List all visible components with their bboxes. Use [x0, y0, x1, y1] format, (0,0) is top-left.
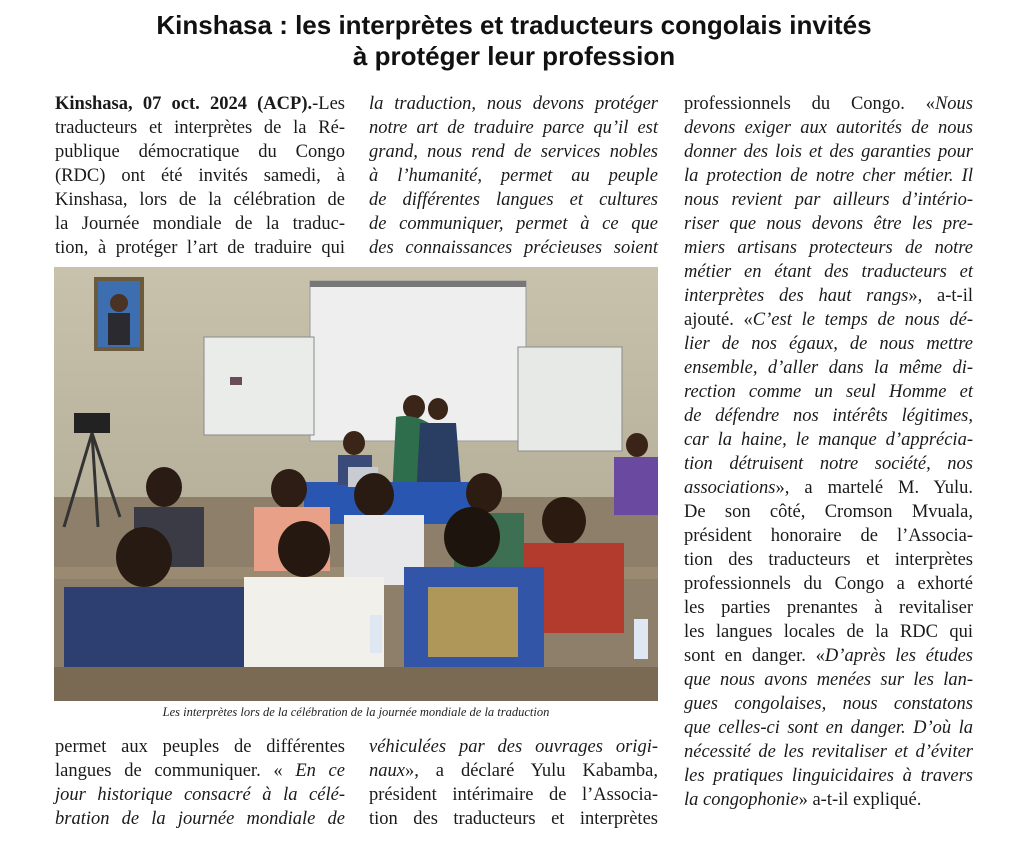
text-line: donner des lois et des garanties pour — [684, 142, 973, 162]
text-line: bration de la journée mondiale de — [55, 809, 345, 829]
text-line: à l’humanité, permet au peuple — [369, 166, 658, 186]
text-line: tion, à protéger l’art de traduire qui — [55, 238, 345, 258]
text-line: associations», a martelé M. Yulu. — [684, 478, 973, 498]
title-line-2: à protéger leur profession — [352, 41, 676, 71]
text-line: miers artisans protecteurs de notre — [684, 238, 973, 258]
text-line: que nous avons menées sur les lan- — [684, 670, 973, 690]
text-line: riser que nous devons être les pre- — [684, 214, 973, 234]
conference-room-photo — [54, 267, 658, 701]
text-line: ajouté. «C’est le temps de nous dé- — [684, 310, 973, 330]
text-line: De son côté, Cromson Mvuala, — [684, 502, 973, 522]
text-line: Kinshasa, lors de la célébration de — [55, 190, 345, 210]
text-line: Kinshasa, 07 oct. 2024 (ACP).-Les — [55, 94, 345, 114]
text-line: sont en danger. «D’après les études — [684, 646, 973, 666]
text-line: car la haine, le manque d’apprécia- — [684, 430, 973, 450]
text-line: la traduction, nous devons protéger — [369, 94, 658, 114]
text-line: nécessité de les revitaliser et d’éviter — [684, 742, 973, 762]
dateline: Kinshasa, 07 oct. 2024 (ACP). — [55, 94, 313, 114]
text-line: président intérimaire de l’Associa- — [369, 785, 658, 805]
text-line: interprètes des haut rangs», a-t-il — [684, 286, 973, 306]
text-line: les pratiques linguicidaires à travers — [684, 766, 973, 786]
text-line: président honoraire de l’Associa- — [684, 526, 973, 546]
text-line: les langues locales de la RDC qui — [684, 622, 973, 642]
text-line: professionnels du Congo. «Nous — [684, 94, 973, 114]
text-line: métier en étant des traducteurs et — [684, 262, 973, 282]
text-line: grand, nous rend de services nobles — [369, 142, 658, 162]
text-line: traducteurs et interprètes de la Ré- — [55, 118, 345, 138]
photo-caption: Les interprètes lors de la célébration de la journée mondiale de la traduction — [162, 705, 550, 719]
text-line: (RDC) ont été invités samedi, à — [55, 166, 345, 186]
article-title — [40, 10, 988, 72]
text-line: permet aux peuples de différentes — [55, 737, 345, 757]
text-line: la Journée mondiale de la traduc- — [55, 214, 345, 234]
text-line: de communiquer, permet à ce que — [369, 214, 658, 234]
text-line: jour historique consacré à la célé- — [55, 785, 345, 805]
title-line-1: Kinshasa : les interprètes et traducteurs congolais invités — [156, 10, 872, 40]
text-line: tion des traducteurs et interprètes — [684, 550, 973, 570]
text-line: ensemble, d’aller dans la même di- — [684, 358, 973, 378]
text-line: la protection de notre cher métier. Il — [684, 166, 973, 186]
text-line: langues de communiquer. « En ce — [55, 761, 345, 781]
text-line: notre art de traduire parce qu’il est — [369, 118, 658, 138]
text-line: les parties prenantes à revitaliser — [684, 598, 973, 618]
text-line: que celles-ci sont en danger. D’où la — [684, 718, 973, 738]
text-line: véhiculées par des ouvrages origi- — [369, 737, 658, 757]
text-line: tion détruisent notre société, nos — [684, 454, 973, 474]
text-line: la congophonie» a-t-il expliqué. — [684, 790, 922, 810]
text-line: rection comme un seul Homme et — [684, 382, 973, 402]
text-line: nous revient par ailleurs d’intério- — [684, 190, 973, 210]
text-line: publique démocratique du Congo — [55, 142, 345, 162]
article-photo — [54, 267, 658, 701]
text-line: de différentes langues et cultures — [369, 190, 658, 210]
text-line: devons exiger aux autorités de nous — [684, 118, 973, 138]
text-line: naux», a déclaré Yulu Kabamba, — [369, 761, 658, 781]
text-line: des connaissances précieuses soient — [369, 238, 658, 258]
text-line: tion des traducteurs et interprètes — [369, 809, 658, 829]
text-line: lier de nos égaux, de nous mettre — [684, 334, 973, 354]
text-line: professionnels du Congo a exhorté — [684, 574, 973, 594]
text-line: gues congolaises, nous constatons — [684, 694, 973, 714]
text-line: de défendre nos intérêts légitimes, — [684, 406, 973, 426]
